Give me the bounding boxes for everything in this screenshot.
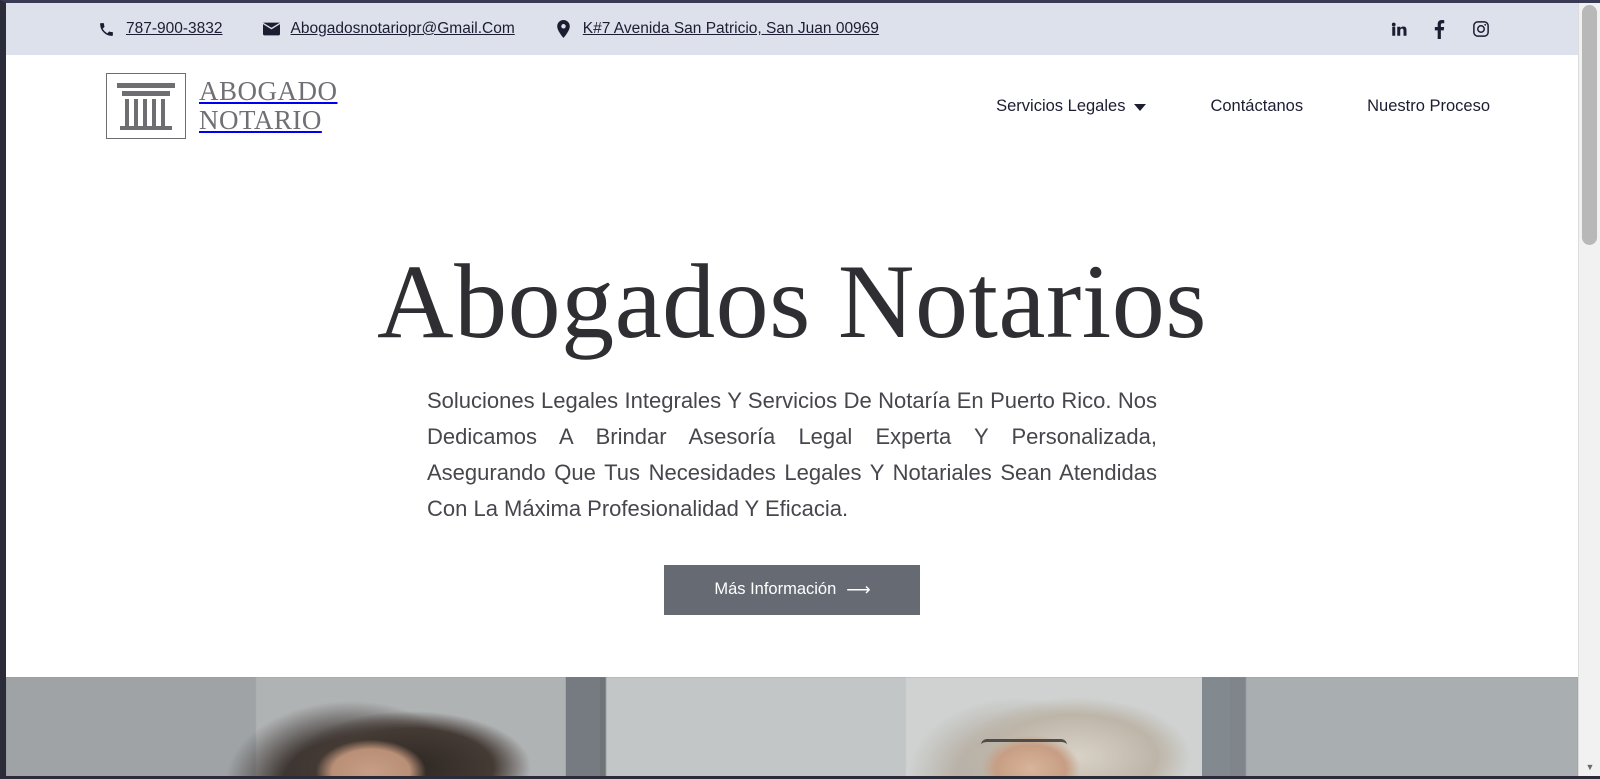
page-title: Abogados Notarios <box>377 243 1207 360</box>
nav-item-contactanos[interactable] <box>1210 97 1303 116</box>
hero-cta-wrapper <box>6 565 1578 615</box>
site-logo[interactable] <box>106 73 338 139</box>
address-link[interactable] <box>555 20 879 38</box>
column-pillar-icon <box>106 73 186 139</box>
window-frame-divider <box>566 677 600 776</box>
scroll-down-arrow-icon[interactable]: ▼ <box>1585 762 1595 772</box>
eyeglasses-icon <box>981 739 1067 759</box>
phone-link[interactable] <box>98 20 223 38</box>
email-link[interactable] <box>263 20 515 38</box>
map-pin-icon <box>555 21 572 38</box>
hero-section <box>6 157 1578 677</box>
top-contact-bar <box>6 3 1578 55</box>
nav-item-servicios-legales[interactable] <box>996 97 1146 116</box>
webpage-content <box>6 3 1578 776</box>
nav-item-nuestro-proceso[interactable] <box>1367 97 1490 116</box>
site-header <box>6 55 1578 157</box>
main-navigation <box>932 97 1490 116</box>
logo-line-1: ABOGADO <box>199 76 338 107</box>
nav-label: Servicios Legales <box>996 96 1126 115</box>
scrollbar-thumb[interactable] <box>1582 5 1597 245</box>
phone-text: 787-900-3832 <box>126 20 223 37</box>
hero-photo-band <box>6 677 1578 776</box>
email-text: Abogadosnotariopr@Gmail.Com <box>290 20 515 37</box>
cta-label: Más Información <box>714 580 837 599</box>
chevron-down-icon <box>1134 104 1146 111</box>
hero-subtitle: Soluciones Legales Integrales Y Servicios De Notaría En Puerto Rico. Nos Dedicamos A Brindar Asesoría Legal Experta Y Personalizada, Asegurando Que Tus Necesidades Legales Y Notariales Sean Atendidas Con La Máxima Profesionalidad Y Eficacia. <box>427 388 1157 522</box>
linkedin-icon[interactable] <box>1389 20 1408 39</box>
nav-label: Contáctanos <box>1210 96 1304 115</box>
instagram-icon[interactable] <box>1471 20 1490 39</box>
nav-label: Nuestro Proceso <box>1367 96 1490 115</box>
phone-icon <box>98 21 115 38</box>
person-left-face <box>306 737 436 776</box>
facebook-icon[interactable] <box>1430 20 1449 39</box>
photo-background <box>6 677 1578 776</box>
address-text: K#7 Avenida San Patricio, San Juan 00969 <box>582 20 879 37</box>
contact-info-group <box>98 20 1389 38</box>
logo-line-2: NOTARIO <box>199 105 322 135</box>
social-links-group <box>1389 20 1490 39</box>
vertical-scrollbar[interactable] <box>1578 3 1600 776</box>
envelope-icon <box>263 21 280 38</box>
logo-wordmark <box>199 77 338 134</box>
arrow-right-icon: ⟶ <box>846 579 870 599</box>
mas-informacion-button[interactable] <box>664 565 920 615</box>
